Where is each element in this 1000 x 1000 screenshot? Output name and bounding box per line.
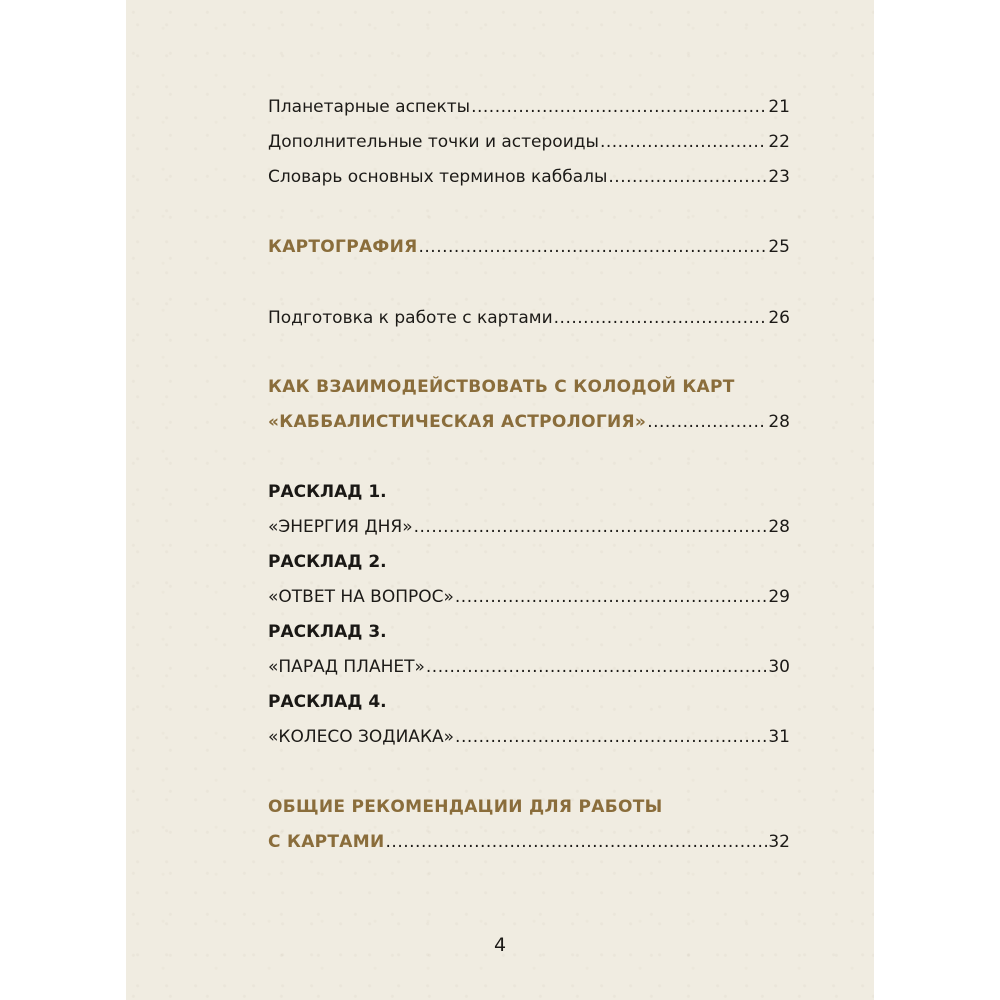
toc-entry-spread-1 bbox=[268, 516, 790, 538]
toc-entry-page: 25 bbox=[768, 237, 790, 257]
toc-entry-spread-2 bbox=[268, 586, 790, 608]
toc-entry-title: «ЭНЕРГИЯ ДНЯ» bbox=[268, 517, 413, 537]
toc-dot-leader bbox=[608, 166, 767, 188]
spread-1-label: РАСКЛАД 1. bbox=[268, 482, 387, 502]
page-number: 4 bbox=[493, 934, 507, 956]
toc-dot-leader bbox=[386, 831, 768, 853]
toc-section-general bbox=[268, 831, 790, 853]
toc-section-interact-line1: КАК ВЗАИМОДЕЙСТВОВАТЬ С КОЛОДОЙ КАРТ bbox=[268, 377, 735, 397]
toc-entry-spread-4 bbox=[268, 726, 790, 748]
toc-entry-title: «ПАРАД ПЛАНЕТ» bbox=[268, 657, 425, 677]
toc-entry-title: Подготовка к работе с картами bbox=[268, 308, 553, 328]
toc-section-interact bbox=[268, 411, 790, 433]
toc-entry-planetary-aspects bbox=[268, 96, 790, 118]
toc-entry-title: Дополнительные точки и астероиды bbox=[268, 132, 599, 152]
toc-dot-leader bbox=[647, 411, 767, 433]
toc-section-cartography bbox=[268, 236, 790, 258]
toc-entry-page: 28 bbox=[768, 412, 790, 432]
toc-entry-page: 23 bbox=[768, 167, 790, 187]
toc-entry-page: 29 bbox=[768, 587, 790, 607]
toc-section-title: КАРТОГРАФИЯ bbox=[268, 237, 418, 257]
toc-entry-title: «КОЛЕСО ЗОДИАКА» bbox=[268, 727, 455, 747]
toc-section-general-line1: ОБЩИЕ РЕКОМЕНДАЦИИ ДЛЯ РАБОТЫ bbox=[268, 797, 663, 817]
toc-entry-page: 28 bbox=[768, 517, 790, 537]
toc-entry-title: «ОТВЕТ НА ВОПРОС» bbox=[268, 587, 454, 607]
toc-section-title: «КАББАЛИСТИЧЕСКАЯ АСТРОЛОГИЯ» bbox=[268, 412, 647, 432]
spread-2-label: РАСКЛАД 2. bbox=[268, 552, 387, 572]
toc-entry-page: 22 bbox=[768, 132, 790, 152]
toc-dot-leader bbox=[455, 586, 767, 608]
toc-entry-preparation bbox=[268, 307, 790, 329]
toc-dot-leader bbox=[426, 656, 767, 678]
toc-entry-kabbalah-glossary bbox=[268, 166, 790, 188]
toc-entry-title: Словарь основных терминов каббалы bbox=[268, 167, 608, 187]
toc-dot-leader bbox=[471, 96, 767, 118]
toc-entry-page: 31 bbox=[768, 727, 790, 747]
spread-3-label: РАСКЛАД 3. bbox=[268, 622, 387, 642]
toc-dot-leader bbox=[554, 307, 768, 329]
toc-dot-leader bbox=[419, 236, 768, 258]
toc-entry-page: 21 bbox=[768, 97, 790, 117]
toc-section-title: С КАРТАМИ bbox=[268, 832, 385, 852]
toc-entry-extra-points bbox=[268, 131, 790, 153]
toc-dot-leader bbox=[455, 726, 767, 748]
toc-entry-page: 26 bbox=[768, 308, 790, 328]
toc-entry-spread-3 bbox=[268, 656, 790, 678]
spread-4-label: РАСКЛАД 4. bbox=[268, 692, 387, 712]
toc-dot-leader bbox=[600, 131, 767, 153]
toc-entry-title: Планетарные аспекты bbox=[268, 97, 471, 117]
toc-dot-leader bbox=[414, 516, 768, 538]
toc-entry-page: 32 bbox=[768, 832, 790, 852]
toc-entry-page: 30 bbox=[768, 657, 790, 677]
